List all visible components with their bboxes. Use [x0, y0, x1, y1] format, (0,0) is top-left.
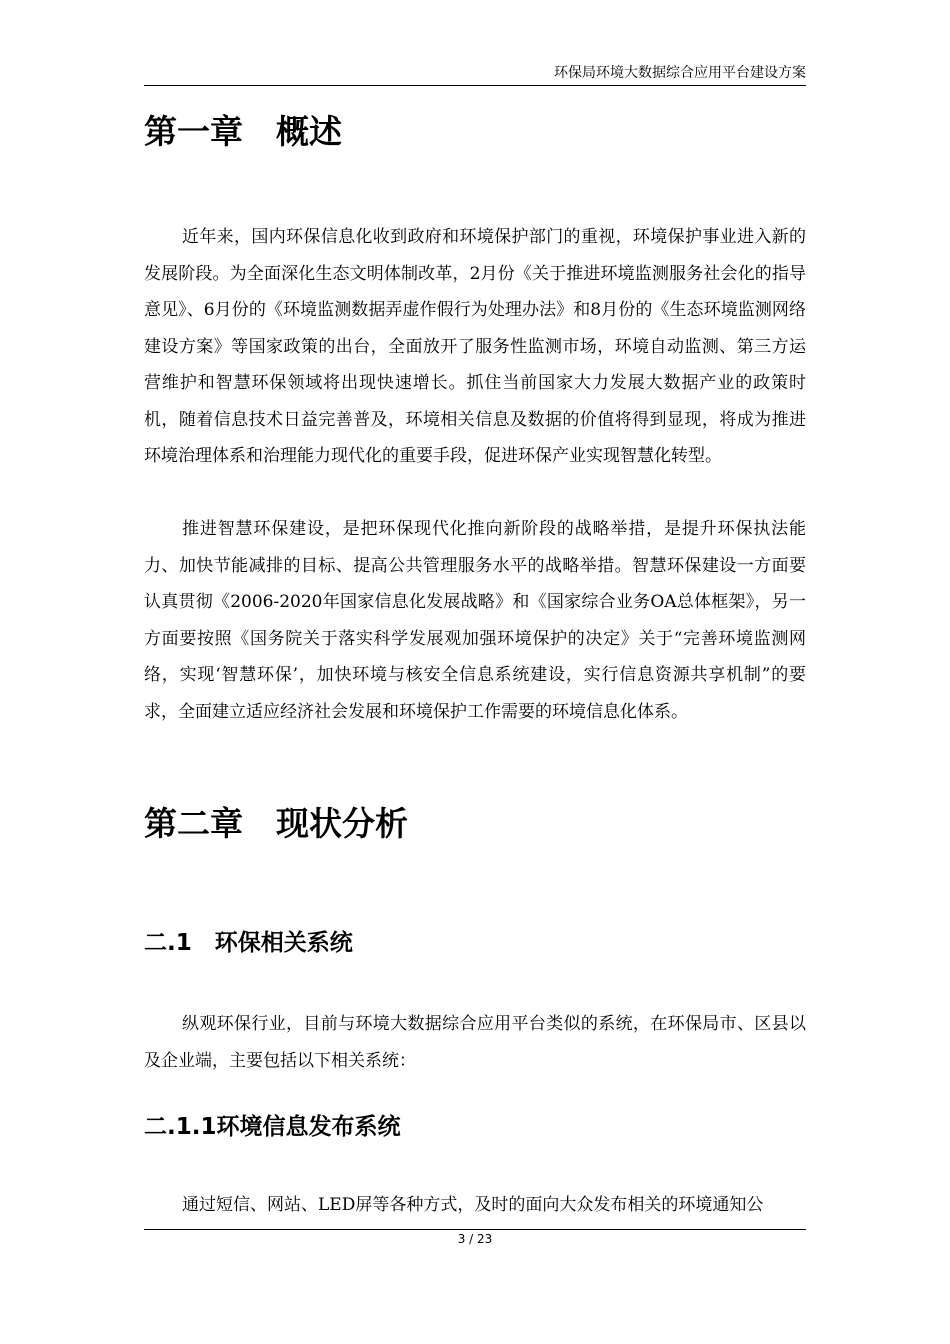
- chapter-1-paragraph-1: 近年来，国内环保信息化收到政府和环境保护部门的重视，环境保护事业进入新的发展阶段。为全面深化生态文明体制改革，2月份《关于推进环境监测服务社会化的指导意见》、6月份的《环境监测数据弄虚作假行为处理办法》和8月份的《生态环境监测网络建设方案》等国家政策的出台，全面放开了服务性监测市场，环境自动监测、第三方运营维护和智慧环保领域将出现快速增长。抓住当前国家大力发展大数据产业的政策时机，随着信息技术日益完善普及，环境相关信息及数据的价值将得到显现，将成为推进环境治理体系和治理能力现代化的重要手段，促进环保产业实现智慧化转型。: [144, 227, 806, 466]
- section-2-1-title: 二.1 环保相关系统: [144, 930, 353, 956]
- running-header: 环保局环境大数据综合应用平台建设方案: [144, 64, 806, 86]
- section-2-1-paragraph: 纵观环保行业，目前与环境大数据综合应用平台类似的系统，在环保局市、区县以及企业端，主要包括以下相关系统：: [144, 1014, 806, 1071]
- chapter-1-title: 第一章 概述: [144, 112, 342, 151]
- chapter-2-title: 第二章 现状分析: [144, 804, 408, 843]
- page-number: 3 / 23: [144, 1229, 806, 1247]
- section-2-1-1-title: 二.1.1环境信息发布系统: [144, 1114, 401, 1140]
- chapter-1-paragraph-2: 推进智慧环保建设，是把环保现代化推向新阶段的战略举措，是提升环保执法能力、加快节能减排的目标、提高公共管理服务水平的战略举措。智慧环保建设一方面要认真贯彻《2006-2020年国家信息化发展战略》和《国家综合业务OA总体框架》，另一方面要按照《国务院关于落实科学发展观加强环境保护的决定》关于“完善环境监测网络，实现‘智慧环保’，加快环境与核安全信息系统建设，实行信息资源共享机制”的要求，全面建立适应经济社会发展和环境保护工作需要的环境信息化体系。: [144, 519, 806, 722]
- section-2-1-1-paragraph: 通过短信、网站、LED屏等各种方式，及时的面向大众发布相关的环境通知公: [182, 1195, 764, 1215]
